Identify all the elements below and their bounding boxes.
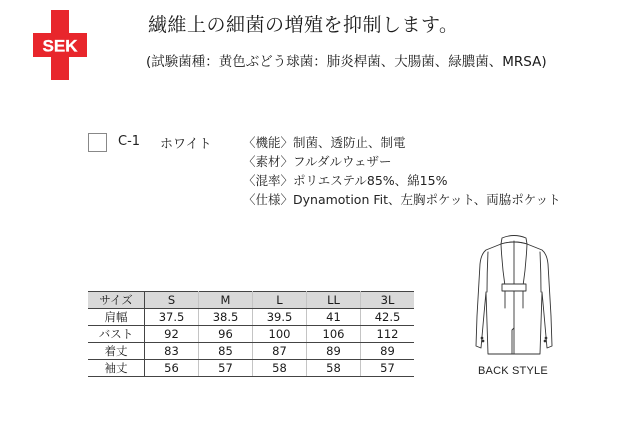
color-code: C-1 <box>118 134 141 149</box>
size-col: 3L <box>361 292 415 309</box>
table-cell: 58 <box>253 360 307 377</box>
row-label: 肩幅 <box>88 309 145 326</box>
logo-text: SEK <box>42 36 78 56</box>
test-bacteria-note: (試験菌種：黄色ぶどう球菌：肺炎桿菌、大腸菌、緑膿菌、MRSA) <box>146 54 547 70</box>
back-style-caption: BACK STYLE <box>478 365 548 377</box>
size-header-label: サイズ <box>88 292 145 309</box>
headline: 繊維上の細菌の増殖を抑制します。 <box>148 14 459 36</box>
table-cell: 100 <box>253 326 307 343</box>
size-header-row <box>88 292 414 309</box>
size-table <box>88 291 414 377</box>
table-cell: 56 <box>145 360 199 377</box>
table-cell: 87 <box>253 343 307 360</box>
table-cell: 57 <box>361 360 415 377</box>
coat-back-illustration <box>472 232 556 358</box>
spec-blend: 〈混率〉ポリエステル85%、綿15% <box>243 173 448 188</box>
row-label: バスト <box>88 326 145 343</box>
sek-logo <box>33 10 87 80</box>
coat-back-belt <box>502 284 526 291</box>
table-cell: 42.5 <box>361 309 415 326</box>
row-label: 着丈 <box>88 343 145 360</box>
coat-cuff-button <box>482 340 484 342</box>
table-cell: 89 <box>361 343 415 360</box>
spec-list <box>243 133 561 209</box>
table-cell: 106 <box>307 326 361 343</box>
spec-material: 〈素材〉フルダルウェザー <box>243 154 392 169</box>
table-cell: 57 <box>199 360 253 377</box>
spec-function: 〈機能〉制菌、透防止、制電 <box>243 135 406 150</box>
color-name: ホワイト <box>160 137 212 152</box>
coat-cuff-button <box>481 337 483 339</box>
table-cell: 89 <box>307 343 361 360</box>
table-row <box>88 343 414 360</box>
table-row <box>88 360 414 377</box>
table-cell: 37.5 <box>145 309 199 326</box>
size-col: S <box>145 292 199 309</box>
table-cell: 92 <box>145 326 199 343</box>
size-col: LL <box>307 292 361 309</box>
size-col: L <box>253 292 307 309</box>
table-cell: 58 <box>307 360 361 377</box>
table-cell: 85 <box>199 343 253 360</box>
row-label: 袖丈 <box>88 360 145 377</box>
table-row <box>88 309 414 326</box>
color-swatch <box>88 133 107 152</box>
table-cell: 83 <box>145 343 199 360</box>
coat-cuff-button <box>545 337 547 339</box>
table-cell: 39.5 <box>253 309 307 326</box>
table-cell: 96 <box>199 326 253 343</box>
spec-details: 〈仕様〉Dynamotion Fit、左胸ポケット、両脇ポケット <box>243 192 561 207</box>
table-cell: 41 <box>307 309 361 326</box>
coat-cuff-button <box>544 340 546 342</box>
size-col: M <box>199 292 253 309</box>
table-cell: 112 <box>361 326 415 343</box>
table-cell: 38.5 <box>199 309 253 326</box>
table-row <box>88 326 414 343</box>
